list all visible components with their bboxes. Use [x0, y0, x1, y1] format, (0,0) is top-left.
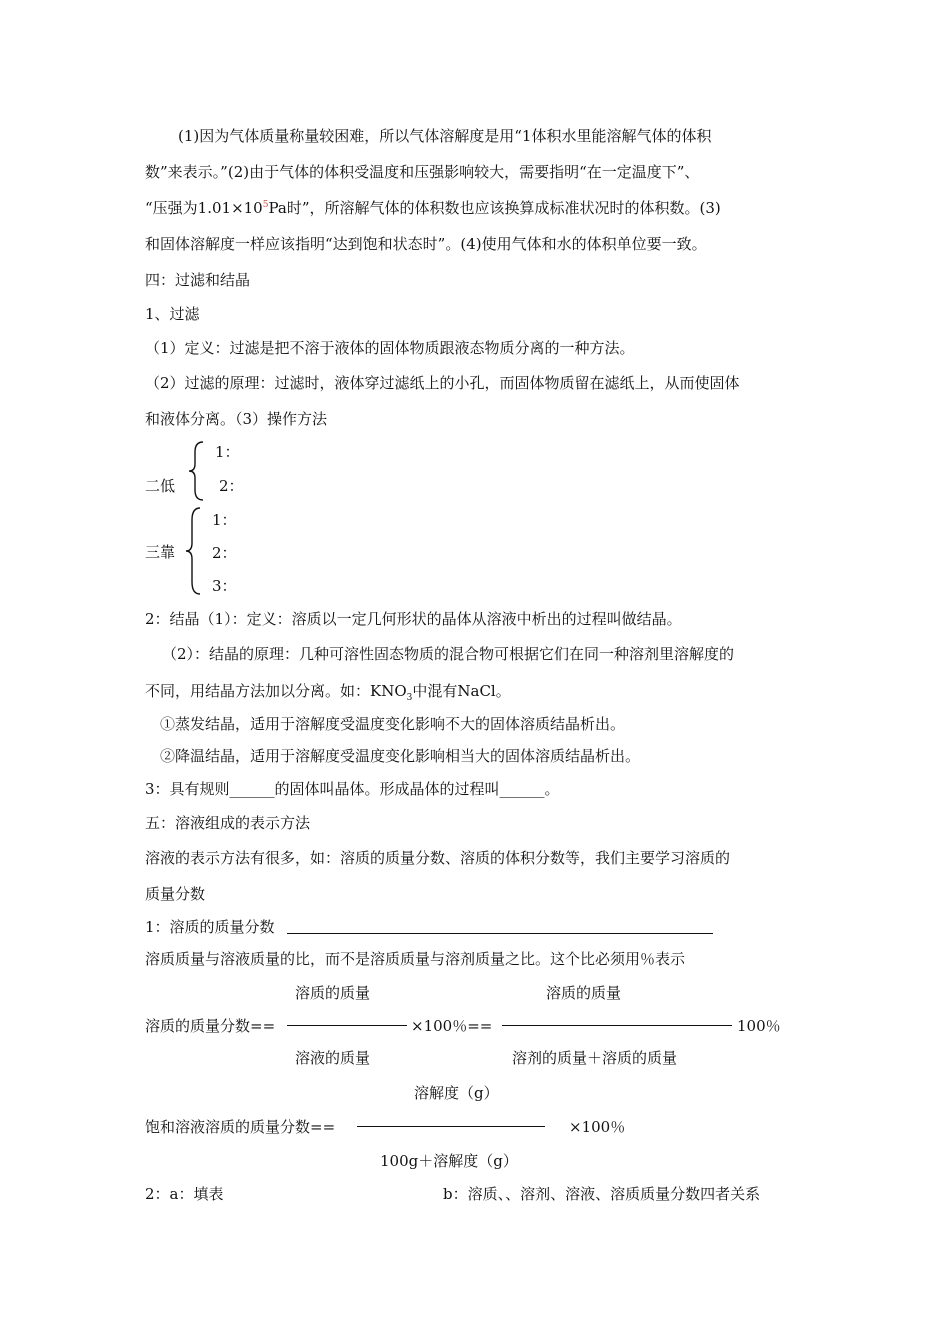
evaporation-crystallization: ①蒸发结晶，适用于溶解度受温度变化影响不大的固体溶质结晶析出。	[160, 715, 626, 733]
crystal-fill-blank: 3：具有规则______的固体叫晶体。形成晶体的过程叫______。	[145, 780, 560, 798]
formula1-numerator-2: 溶质的质量	[546, 984, 622, 1002]
formula1-numerator-1: 溶质的质量	[295, 984, 371, 1002]
gas-para-line-2: 数”来表示。”(2)由于气体的体积受温度和压强影响较大，需要指明“在一定温度下”、	[145, 163, 700, 181]
formula2-tail: ×100％	[569, 1118, 626, 1136]
task-b: b：溶质、、溶剂、溶液、溶质质量分数四者关系	[443, 1185, 761, 1203]
crystal-principle-line-1: （2）：结晶的原理：几种可溶性固态物质的混合物可根据它们在同一种溶剂里溶解度的	[162, 645, 735, 663]
formula1-lhs: 溶质的质量分数==	[145, 1017, 276, 1035]
formula1-denominator-1: 溶液的质量	[295, 1049, 371, 1067]
erdi-label: 二低	[145, 477, 176, 495]
gas-para-line-3	[145, 198, 721, 218]
cooling-crystallization: ②降温结晶，适用于溶解度受温度变化影响相当大的固体溶质结晶析出。	[160, 747, 641, 765]
formula1-mid: ×100％==	[411, 1017, 493, 1035]
formula1-fraction-bar-2	[502, 1025, 732, 1026]
sankao-item-3: 3：	[212, 577, 237, 595]
formula1-fraction-bar-1	[287, 1025, 407, 1026]
gas-para-line-4: 和固体溶解度一样应该指明“达到饱和状态时”。(4)使用气体和水的体积单位要一致。	[145, 235, 707, 253]
exponent-5: 5	[262, 200, 269, 210]
filter-principle-line-2: 和液体分离。（3）操作方法	[145, 410, 328, 428]
mass-fraction-label: 1：溶质的质量分数	[145, 918, 275, 936]
section-5-intro-line-1: 溶液的表示方法有很多，如：溶质的质量分数、溶质的体积分数等，我们主要学习溶质的	[145, 849, 731, 867]
crystal-definition: 2：结晶（1）：定义：溶质以一定几何形状的晶体从溶液中析出的过程叫做结晶。	[145, 610, 682, 628]
erdi-brace	[187, 440, 207, 502]
crystal-principle-line-2-a: 不同，用结晶方法加以分离。如：KNO	[145, 682, 407, 700]
gas-para-line-3-b: Pa时”，所溶解气体的体积数也应该换算成标准状况时的体积数。(3)	[268, 199, 721, 217]
sankao-item-2: 2：	[212, 544, 237, 562]
erdi-item-2: 2：	[219, 477, 244, 495]
section-4-title: 四：过滤和结晶	[145, 271, 251, 289]
filter-definition: （1）定义：过滤是把不溶于液体的固体物质跟液态物质分离的一种方法。	[145, 339, 635, 357]
section-5-intro-line-2: 质量分数	[145, 885, 206, 903]
gas-para-line-1: (1)因为气体质量称量较困难，所以气体溶解度是用“1体积水里能溶解气体的体积	[178, 127, 712, 145]
ratio-note: 溶质质量与溶液质量的比，而不是溶质质量与溶剂质量之比。这个比必须用％表示	[145, 950, 686, 968]
formula2-numerator: 溶解度（g）	[414, 1084, 499, 1102]
section-5-title: 五：溶液组成的表示方法	[145, 814, 311, 832]
erdi-item-1: 1：	[215, 443, 240, 461]
filter-principle-line-1: （2）过滤的原理：过滤时，液体穿过滤纸上的小孔，而固体物质留在滤纸上，从而使固体	[145, 374, 740, 392]
formula2-fraction-bar	[357, 1126, 545, 1127]
formula2-denominator: 100g＋溶解度（g）	[380, 1152, 518, 1170]
gas-para-line-3-a: “压强为1.01×10	[145, 199, 263, 217]
sankao-label: 三靠	[145, 543, 176, 561]
filter-title: 1、过滤	[145, 305, 200, 323]
crystal-principle-line-2	[145, 681, 511, 701]
sankao-brace	[184, 506, 204, 596]
formula1-tail: 100％	[737, 1017, 781, 1035]
task-a: 2：a：填表	[145, 1185, 224, 1203]
formula2-lhs: 饱和溶液溶质的质量分数==	[145, 1118, 336, 1136]
mass-fraction-blank-line	[287, 933, 713, 934]
crystal-principle-line-2-b: 中混有NaCl。	[412, 682, 511, 700]
subscript-3: 3	[406, 693, 413, 703]
sankao-item-1: 1：	[212, 511, 237, 529]
formula1-denominator-2: 溶剂的质量＋溶质的质量	[512, 1049, 678, 1067]
